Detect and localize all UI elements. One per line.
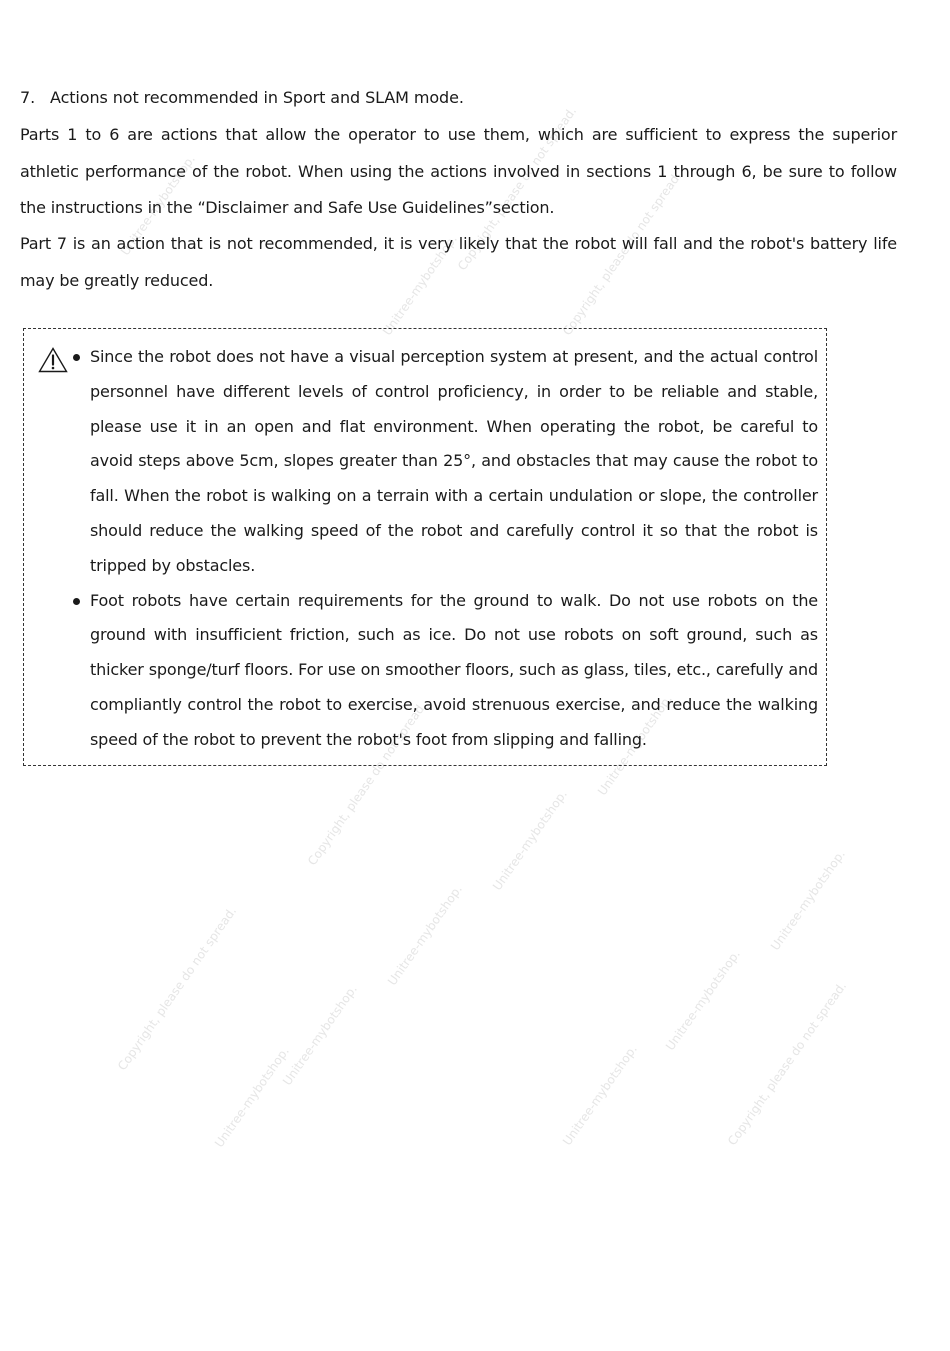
caution-notice-box [23,328,827,766]
watermark-text: Unitree-mybotshop. [560,1042,640,1149]
notice-item-text: Foot robots have certain requirements for the ground to walk. Do not use robots on the ground with insufficient friction, such as ice. Do not use robots on soft ground, such as thicker sponge/turf floors. For use on smoother floors, such as glass, tiles, etc., carefully and compliantly control the robot to exercise, avoid strenuous exercise, and reduce the walking speed of the robot to prevent the robot's foot from slipping and falling. [90,590,818,749]
watermark-text: Unitree-mybotshop. [595,692,675,799]
notice-list [72,340,818,758]
watermark-text: Unitree-mybotshop. [280,982,360,1089]
section-title: Actions not recommended in Sport and SLAM mode. [50,88,464,107]
bullet-icon [73,598,80,605]
watermark-text: Unitree-mybotshop. [663,947,743,1054]
watermark-text: Unitree-mybotshop. [380,232,460,339]
intro-paragraph: Parts 1 to 6 are actions that allow the operator to use them, which are sufficient to express the superior athletic performance of the robot. When using the actions involved in sections 1 through 6, be sure to follow the instructions in the “Disclaimer and Safe Use Guidelines”section. [20,125,897,217]
section-heading [20,87,464,109]
watermark-text: Copyright, please do not spread. [455,104,580,274]
watermark-text: Unitree-mybotshop. [385,882,465,989]
watermark-text: Copyright, please do not spread. [305,699,430,869]
watermark-text: Copyright, please do not spread. [115,904,240,1074]
watermark-text: Unitree-mybotshop. [768,847,848,954]
list-item [72,340,818,584]
watermark-text: Copyright, please do not spread. [560,169,685,339]
watermark-text: Unitree-mybotshop. [212,1044,292,1151]
list-item [72,584,818,758]
watermark-text: Unitree-mybotshop. [490,787,570,894]
warning-triangle-icon [38,347,68,373]
watermark-text: Unitree-mybotshop. [118,152,198,259]
bullet-icon [73,354,80,361]
section-number: 7. [20,88,36,107]
warning-paragraph: Part 7 is an action that is not recommended, it is very likely that the robot will fall and the robot's battery life may be greatly reduced. [20,234,897,290]
watermark-text: Copyright, please do not spread. [725,979,850,1149]
notice-item-text: Since the robot does not have a visual perception system at present, and the actual control personnel have different levels of control proficiency, in order to be reliable and stable, please use it in an open and flat environment. When operating the robot, be careful to avoid steps above 5cm, slopes greater than 25°, and obstacles that may cause the robot to fall. When the robot is walking on a terrain with a certain undulation or slope, the controller should reduce the walking speed of the robot and carefully control it so that the robot is tripped by obstacles. [90,347,818,575]
